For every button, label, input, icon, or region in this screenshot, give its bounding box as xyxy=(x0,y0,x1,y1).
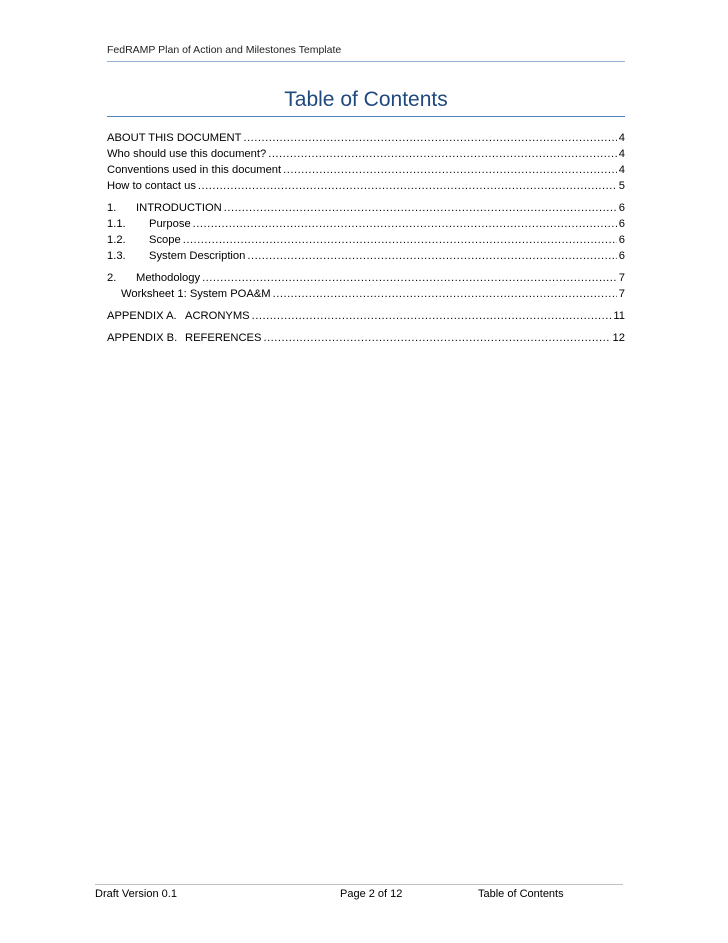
toc-entry-system-description[interactable] xyxy=(107,248,625,264)
toc-entry-page: 6 xyxy=(618,202,625,214)
toc-entry-number: APPENDIX B. xyxy=(107,332,178,344)
toc-entry-appendix-a[interactable] xyxy=(107,308,625,324)
toc-entry-label: Purpose xyxy=(149,218,191,230)
toc-dot-leader xyxy=(252,308,612,324)
toc-entry-page: 6 xyxy=(618,234,625,246)
table-of-contents xyxy=(107,130,625,346)
toc-entry-page: 6 xyxy=(618,218,625,230)
document-header-title: FedRAMP Plan of Action and Milestones Template xyxy=(107,44,342,56)
toc-entry-about-this-document[interactable] xyxy=(107,130,625,146)
toc-entry-page: 7 xyxy=(618,288,625,300)
toc-dot-leader xyxy=(224,200,617,216)
toc-entry-page: 12 xyxy=(612,332,625,344)
toc-dot-leader xyxy=(243,130,616,146)
toc-dot-leader xyxy=(193,216,617,232)
toc-entry-label: Who should use this document? xyxy=(107,148,267,160)
toc-entry-label: How to contact us xyxy=(107,180,196,192)
toc-entry-methodology[interactable] xyxy=(107,270,625,286)
toc-entry-page: 4 xyxy=(618,164,625,176)
toc-title: Table of Contents xyxy=(284,88,448,111)
title-divider xyxy=(107,116,625,117)
toc-entry-who-should-use[interactable] xyxy=(107,146,625,162)
toc-entry-label: INTRODUCTION xyxy=(136,202,222,214)
footer-divider xyxy=(95,884,623,885)
toc-entry-number: 1.3. xyxy=(107,250,126,262)
toc-entry-label: ACRONYMS xyxy=(185,310,250,322)
toc-entry-number: 1. xyxy=(107,202,117,214)
toc-entry-number: 1.1. xyxy=(107,218,126,230)
toc-entry-conventions[interactable] xyxy=(107,162,625,178)
toc-dot-leader xyxy=(283,162,617,178)
footer-section: Table of Contents xyxy=(478,888,564,900)
toc-dot-leader xyxy=(273,286,617,302)
toc-entry-label: REFERENCES xyxy=(185,332,262,344)
toc-dot-leader xyxy=(268,146,617,162)
toc-entry-purpose[interactable] xyxy=(107,216,625,232)
toc-entry-page: 5 xyxy=(618,180,625,192)
header-divider xyxy=(107,61,625,62)
toc-dot-leader xyxy=(183,232,617,248)
toc-entry-how-to-contact[interactable] xyxy=(107,178,625,194)
toc-entry-introduction[interactable] xyxy=(107,200,625,216)
toc-entry-label: Methodology xyxy=(136,272,201,284)
toc-entry-page: 4 xyxy=(618,148,625,160)
toc-entry-label: Scope xyxy=(149,234,181,246)
toc-entry-page: 4 xyxy=(618,132,625,144)
toc-entry-label: Worksheet 1: System POA&M xyxy=(121,288,271,300)
footer-page-number: Page 2 of 12 xyxy=(340,888,403,900)
toc-entry-worksheet-1[interactable] xyxy=(107,286,625,302)
footer-version: Draft Version 0.1 xyxy=(95,888,177,900)
toc-entry-label: System Description xyxy=(149,250,246,262)
toc-entry-page: 11 xyxy=(613,310,625,322)
toc-entry-number: APPENDIX A. xyxy=(107,310,177,322)
toc-entry-label: Conventions used in this document xyxy=(107,164,282,176)
toc-dot-leader xyxy=(247,248,616,264)
toc-entry-page: 7 xyxy=(618,272,625,284)
toc-dot-leader xyxy=(198,178,617,194)
toc-entry-scope[interactable] xyxy=(107,232,625,248)
toc-entry-appendix-b[interactable] xyxy=(107,330,625,346)
toc-dot-leader xyxy=(263,330,610,346)
toc-entry-number: 1.2. xyxy=(107,234,126,246)
toc-dot-leader xyxy=(202,270,617,286)
toc-entry-label: ABOUT THIS DOCUMENT xyxy=(107,132,242,144)
toc-entry-page: 6 xyxy=(618,250,625,262)
toc-entry-number: 2. xyxy=(107,272,117,284)
